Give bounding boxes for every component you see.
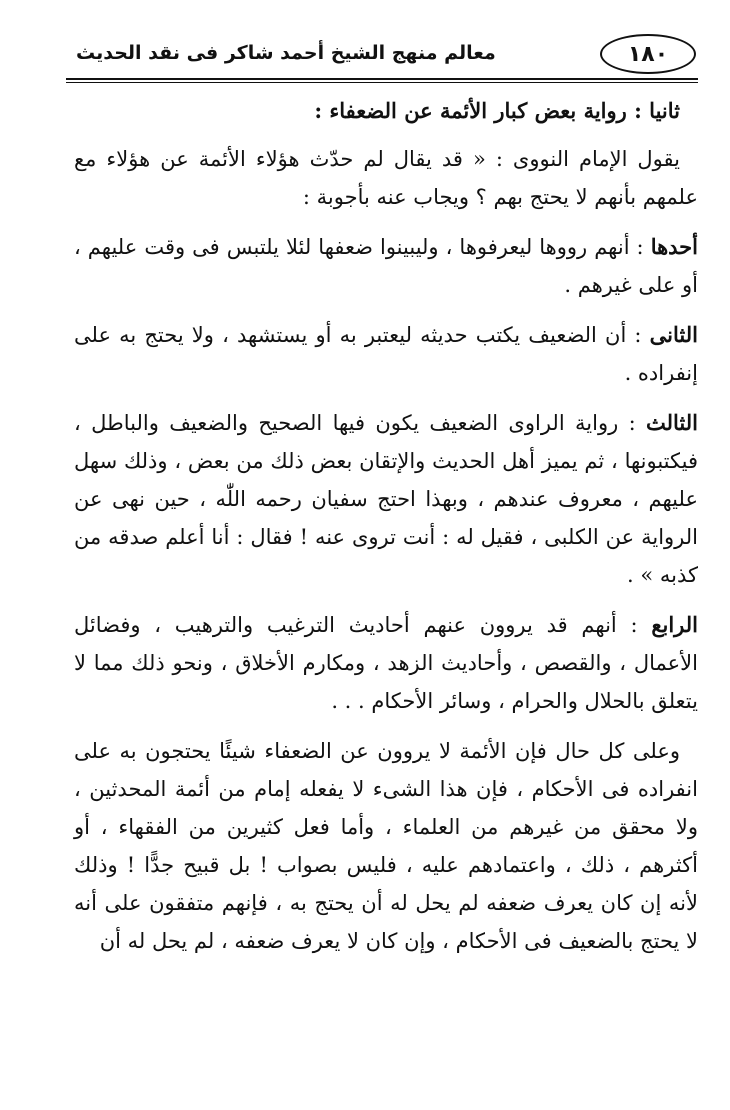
paragraph-text: وعلى كل حال فإن الأئمة لا يروون عن الضعفاء شيئًا يحتجون به على انفراده فى الأحكام ، فإن هذا الشىء لا يفعله إمام من أئمة المحدثين ، ولا محقق من غيرهم من العلماء ، وأما فعل كثيرين من الفقهاء ، أو أكثرهم ، ذلك ، واعتمادهم عليه ، فليس بصواب ! بل قبيح جدًّا ! وذلك لأنه إن كان يعرف ضعفه لم يحل له أن يحتج به ، فإنهم متفقون على أنه لا يحتج بالضعيف فى الأحكام ، وإن كان لا يعرف ضعفه ، لم يحل له أن (74, 739, 698, 953)
paragraph-nawawi-quote (74, 140, 698, 216)
paragraph-second-answer (74, 316, 698, 392)
header-rule-thin (66, 82, 698, 83)
header-rule (66, 78, 698, 80)
paragraph-lead: الثالث (646, 410, 699, 435)
running-title: معالم منهج الشيخ أحمد شاكر فى نقد الحديث (76, 42, 496, 64)
page-number: ١٨٠ (600, 34, 696, 74)
paragraph-text: : رواية الراوى الضعيف يكون فيها الصحيح والضعيف والباطل ، فيكتبونها ، ثم يميز أهل الحديث والإتقان بعض ذلك من بعض ، وذلك سهل عليهم ، معروف عندهم ، وبهذا احتج سفيان رحمه اللّٰه ، حين نهى عن الرواية عن الكلبى ، فقيل له : أنت تروى عنه ! فقال : أنا أعلم صدقه من كذبه » . (74, 411, 698, 587)
paragraph-text: : أنهم رووها ليعرفوها ، وليبينوا ضعفها لئلا يلتبس فى وقت عليهم ، أو على غيرهم . (74, 235, 698, 297)
paragraph-conclusion (74, 732, 698, 960)
section-title: ثانيا : رواية بعض كبار الأئمة عن الضعفاء : (314, 98, 680, 123)
paragraph-lead: أحدها (650, 234, 698, 259)
paragraph-lead: الرابع (651, 612, 698, 637)
paragraph-text: : أنهم قد يروون عنهم أحاديث الترغيب والترهيب ، وفضائل الأعمال ، والقصص ، وأحاديث الزهد ، ومكارم الأخلاق ، ونحو ذلك مما لا يتعلق بالحلال والحرام ، وسائر الأحكام . . . (74, 613, 698, 713)
paragraph-lead: الثانى (649, 322, 698, 347)
page-body (74, 92, 698, 972)
paragraph-text: يقول الإمام النووى : « قد يقال لم حدّث هؤلاء الأئمة عن هؤلاء مع علمهم بأنهم لا يحتج بهم ؟ ويجاب عنه بأجوبة : (74, 147, 698, 209)
paragraph-first-answer (74, 228, 698, 304)
page-header (66, 34, 698, 84)
paragraph-fourth-answer (74, 606, 698, 720)
paragraph-third-answer (74, 404, 698, 594)
paragraph-text: : أن الضعيف يكتب حديثه ليعتبر به أو يستشهد ، ولا يحتج به على إنفراده . (74, 323, 698, 385)
